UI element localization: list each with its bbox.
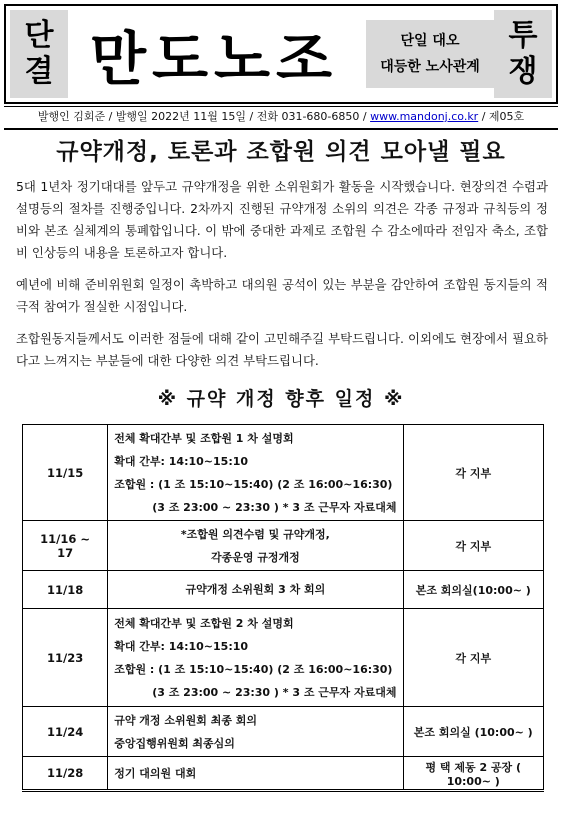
schedule-place: 각 지부 bbox=[403, 521, 543, 571]
website-link[interactable]: www.mandonj.co.kr bbox=[370, 110, 479, 123]
schedule-date: 11/18 bbox=[23, 571, 108, 609]
schedule-place: 각 지부 bbox=[403, 609, 543, 707]
schedule-place: 본조 회의실(10:00~ ) bbox=[403, 571, 543, 609]
schedule-date-line: 17 bbox=[57, 545, 74, 560]
article-paragraph: 예년에 비해 준비위원회 일정이 촉박하고 대의원 공석이 있는 부분을 감안하여 조합원 동지들의 적극적 참여가 절실한 시점입니다. bbox=[16, 277, 548, 314]
issue-number: / 제05호 bbox=[478, 110, 525, 123]
schedule-line: 중앙집행위원회 최종심의 bbox=[114, 736, 235, 750]
schedule-line: 규약 개정 소위원회 최종 회의 bbox=[114, 713, 258, 727]
schedule-date: 11/28 bbox=[23, 757, 108, 791]
schedule-line: 규약개정 소위원회 3 차 회의 bbox=[185, 583, 326, 596]
schedule-content bbox=[108, 757, 403, 791]
schedule-date bbox=[23, 521, 108, 571]
schedule-line: 확대 간부: 14:10~15:10 bbox=[114, 454, 249, 468]
slogan-box bbox=[366, 20, 494, 88]
masthead-side-right bbox=[494, 10, 552, 98]
article-body bbox=[16, 176, 548, 382]
schedule-row bbox=[23, 707, 544, 757]
masthead-side-left-char: 결 bbox=[24, 54, 54, 89]
schedule-line: 전체 확대간부 및 조합원 1 차 설명회 bbox=[114, 431, 294, 445]
schedule-row bbox=[23, 571, 544, 609]
schedule-line: 조합원 : (1 조 15:10~15:40) (2 조 16:00~16:30) bbox=[114, 477, 393, 491]
schedule-content bbox=[108, 425, 403, 521]
schedule-content bbox=[108, 571, 403, 609]
publication-info-text: 발행인 김회준 / 발행일 2022년 11월 15일 / 전화 031-680-6850 / bbox=[37, 110, 371, 123]
schedule-row bbox=[23, 425, 544, 521]
masthead bbox=[4, 4, 558, 104]
masthead-side-right-char: 투 bbox=[508, 18, 538, 53]
article-paragraph: 조합원동지들께서도 이러한 점들에 대해 같이 고민해주길 부탁드립니다. 이외에도 현장에서 필요하다고 느껴지는 부분들에 대한 다양한 의견 부탁드립니다. bbox=[16, 331, 548, 368]
schedule-line: 확대 간부: 14:10~15:10 bbox=[114, 639, 249, 653]
schedule-date: 11/23 bbox=[23, 609, 108, 707]
schedule-place: 본조 회의실 (10:00~ ) bbox=[403, 707, 543, 757]
schedule-line: *조합원 의견수렴 및 규약개정, bbox=[180, 527, 330, 541]
newspaper-title: 만도노조 bbox=[89, 25, 339, 93]
schedule-date-line: 11/16 ~ bbox=[40, 531, 91, 546]
slogan-line: 대등한 노사관계 bbox=[380, 59, 480, 75]
schedule-content bbox=[108, 521, 403, 571]
schedule-date: 11/15 bbox=[23, 425, 108, 521]
schedule-row bbox=[23, 521, 544, 571]
schedule-line: 전체 확대간부 및 조합원 2 차 설명회 bbox=[114, 616, 294, 630]
schedule-line: (3 조 23:00 ~ 23:30 ) * 3 조 근무자 자료대체 bbox=[152, 685, 397, 699]
schedule-title: ※ 규약 개정 향후 일정 ※ bbox=[157, 388, 405, 410]
schedule-place: 각 지부 bbox=[403, 425, 543, 521]
schedule-line: (3 조 23:00 ~ 23:30 ) * 3 조 근무자 자료대체 bbox=[152, 500, 397, 514]
schedule-line: 각종운영 규정개정 bbox=[210, 550, 300, 564]
slogan-line: 단일 대오 bbox=[400, 33, 460, 49]
schedule-place: 평 택 제동 2 공장 ( 10:00~ ) bbox=[403, 757, 543, 791]
article-headline: 규약개정, 토론과 조합원 의견 모아낼 필요 bbox=[56, 139, 506, 165]
schedule-content bbox=[108, 707, 403, 757]
schedule-table bbox=[22, 424, 544, 792]
schedule-row bbox=[23, 609, 544, 707]
masthead-side-left-char: 단 bbox=[24, 18, 54, 53]
schedule-line: 정기 대의원 대회 bbox=[114, 766, 197, 780]
schedule-content bbox=[108, 609, 403, 707]
article-paragraph: 5대 1년차 정기대대를 앞두고 규약개정을 위한 소위원회가 활동을 시작했습니다. 현장의견 수렴과 설명등의 절차를 진행중입니다. 2차까지 진행된 규약개정 소위의 의견은 각종 규정과 규칙등의 정비와 본조 실체계의 통폐합입니다. 이 밖에 중대한 과제로 조합원 수 감소에따라 전임자 축소, 조합비 인상등의 내용을 토론하고자 합니다. bbox=[16, 179, 548, 260]
schedule-date: 11/24 bbox=[23, 707, 108, 757]
schedule-line: 조합원 : (1 조 15:10~15:40) (2 조 16:00~16:30) bbox=[114, 662, 393, 676]
masthead-side-right-char: 쟁 bbox=[508, 54, 538, 89]
publication-info bbox=[4, 106, 558, 130]
masthead-side-left bbox=[10, 10, 68, 98]
schedule-row bbox=[23, 757, 544, 791]
